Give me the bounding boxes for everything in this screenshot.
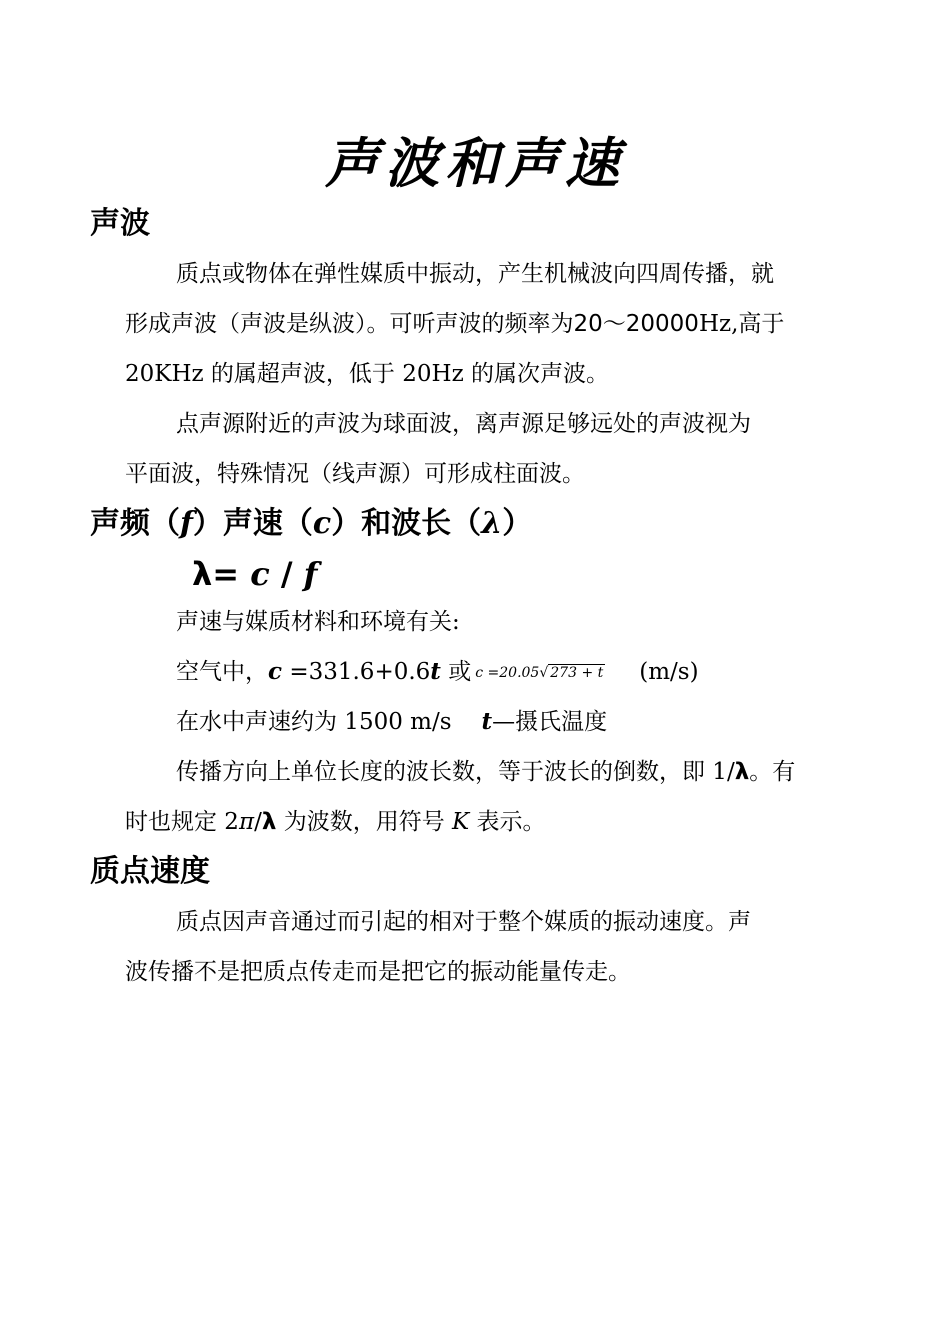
paragraph-line: 质点或物体在弹性媒质中振动，产生机械波向四周传播，就	[176, 261, 774, 287]
text-run: 形成声波（声波是纵波）。可听声波的频率为	[125, 311, 574, 337]
symbol-f: f	[180, 506, 193, 541]
paragraph-line	[125, 805, 546, 839]
paragraph-line-water-speed	[176, 705, 607, 739]
text-run: 时也规定 2	[125, 809, 239, 835]
sqrt-sign: √	[539, 665, 549, 681]
heading-run: ）和波长（	[331, 506, 482, 541]
symbol-t: t	[430, 658, 441, 685]
section-heading-frequency-speed-wavelength	[90, 504, 532, 544]
heading-run: ）	[502, 506, 533, 541]
formula-c: c	[250, 555, 270, 593]
paragraph-line	[125, 307, 784, 341]
text-run: /	[254, 809, 262, 835]
formula-lambda: λ=	[192, 555, 251, 593]
paragraph-line: 点声源附近的声波为球面波，离声源足够远处的声波视为	[176, 411, 751, 437]
symbol-lambda: λ	[261, 809, 277, 835]
text-run: 为波数，用符号	[276, 809, 453, 835]
text-run: 空气中，	[176, 659, 268, 685]
paragraph-line: 平面波，特殊情况（线声源）可形成柱面波。	[125, 461, 585, 487]
text-run: =331.6+0.6	[282, 659, 431, 685]
eq-left: c =20.05	[475, 665, 540, 681]
text-run: 或	[440, 659, 472, 685]
text-run: Hz,高于	[698, 311, 785, 337]
page-title: 声波和声速	[325, 131, 625, 195]
heading-run: 声频（	[90, 506, 180, 541]
text-run: 表示。	[469, 809, 546, 835]
text-run: 。有	[749, 759, 796, 785]
symbol-pi: π	[238, 809, 255, 835]
speed-equation	[475, 665, 605, 681]
symbol-c: c	[268, 658, 283, 685]
paragraph-line: 20KHz 的属超声波，低于 20Hz 的属次声波。	[125, 361, 609, 387]
eq-radicand: 273 + t	[550, 665, 604, 681]
symbol-lambda: λ	[734, 759, 750, 785]
formula-f: f	[303, 555, 318, 593]
symbol-lambda: λ	[481, 506, 503, 541]
section-heading-sound-wave: 声波	[90, 206, 150, 241]
paragraph-line: 声速与媒质材料和环境有关:	[176, 609, 460, 635]
paragraph-line: 波传播不是把质点传走而是把它的振动能量传走。	[125, 959, 631, 985]
symbol-k: K	[452, 809, 470, 835]
section-heading-particle-velocity: 质点速度	[90, 854, 210, 889]
text-run: 传播方向上单位长度的波长数，等于波长的倒数，即 1/	[176, 759, 735, 785]
symbol-t: t	[481, 708, 493, 735]
paragraph-line	[176, 755, 795, 789]
paragraph-line-air-speed	[176, 655, 699, 690]
formula-slash: /	[269, 555, 304, 593]
text-run: —摄氏温度	[492, 709, 608, 735]
heading-run: ）声速（	[192, 506, 313, 541]
paragraph-line: 质点因声音通过而引起的相对于整个媒质的振动速度。声	[176, 909, 751, 935]
unit: (m/s)	[639, 659, 699, 685]
text-run: 在水中声速约为 1500 m/s	[176, 709, 452, 735]
wavelength-formula	[192, 554, 317, 594]
symbol-c: c	[312, 506, 332, 541]
frequency-range: 20～20000	[573, 311, 699, 337]
